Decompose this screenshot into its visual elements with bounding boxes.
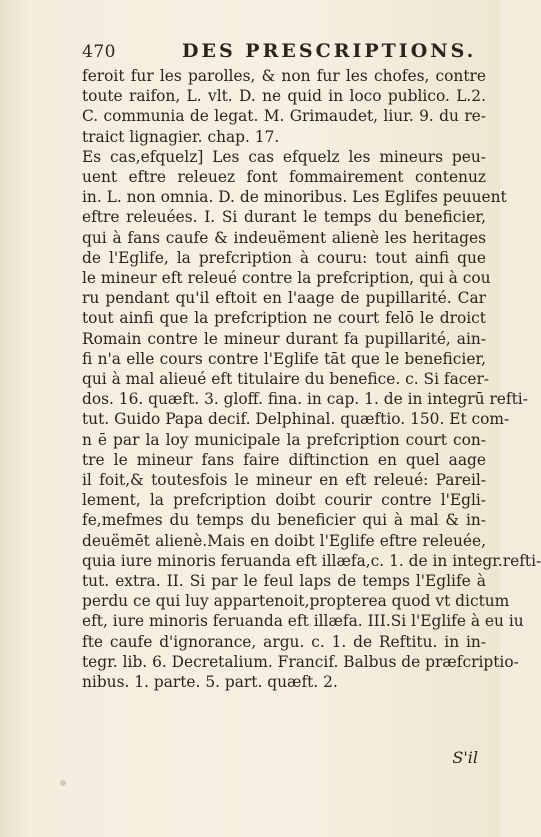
text-line: Es cas,efquelz] Les cas efquelz les mineurs peu- <box>82 147 486 166</box>
text-line: C. communia de legat. M. Grimaudet, liur. 9. du re- <box>82 107 486 126</box>
text-line: feroit fur les parolles, & non fur les chofes, contre <box>82 67 486 85</box>
catchword: S'il <box>452 748 478 767</box>
page-header <box>82 40 482 64</box>
text-line: nibus. 1. parte. 5. part. quæft. 2. <box>82 673 338 692</box>
text-line: tut. Guido Papa decif. Delphinal. quæftio. 150. Et com- <box>82 410 510 429</box>
text-line: eftre releuées. I. Si durant le temps du beneficier, <box>82 208 486 227</box>
text-line: lement, la prefcription doibt courir contre l'Egli- <box>82 491 486 510</box>
text-line: deuëmēt alienè.Mais en doibt l'Eglife eftre releuée, <box>82 531 486 550</box>
paper-speck <box>60 780 66 786</box>
running-title: DES PRESCRIPTIONS. <box>182 40 477 62</box>
text-line: toute raifon, L. vlt. D. ne quid in loco publico. L.2. <box>82 87 486 106</box>
text-line: fte caufe d'ignorance, argu. c. 1. de Reftitu. in in- <box>82 632 486 651</box>
text-line: dos. 16. quæft. 3. gloff. fina. in cap. 1. de in integrū refti- <box>82 390 528 409</box>
text-line: tre le mineur fans faire diftinction en quel aage <box>82 450 486 469</box>
text-line: ru pendant qu'il eftoit en l'aage de pupillarité. Car <box>82 289 486 308</box>
text-line: fe,mefmes du temps du beneficier qui à mal & in- <box>82 511 486 530</box>
text-line: in. L. non omnia. D. de minoribus. Les Eglifes peuuent <box>82 188 507 207</box>
text-line: Romain contre le mineur durant fa pupillarité, ain- <box>82 329 486 348</box>
text-line: le mineur eft releué contre la prefcription, qui à cou <box>82 269 491 288</box>
text-line: tut. extra. II. Si par le feul laps de temps l'Eglife à <box>82 572 486 591</box>
text-line: il foit,& toutesfois le mineur en eft releué: Pareil- <box>82 471 486 490</box>
text-line: qui à mal alieué eft titulaire du benefice. c. Si facer- <box>82 370 490 389</box>
text-line: fi n'a elle cours contre l'Eglife tāt que le beneficier, <box>82 349 486 368</box>
body-text <box>82 66 541 692</box>
text-line: tegr. lib. 6. Decretalium. Francif. Balbus de præfcriptio- <box>82 652 519 671</box>
text-line: de l'Eglife, la prefcription à couru: tout ainfi que <box>82 248 486 267</box>
text-line: uent eftre releuez font fommairement contenuz <box>82 168 486 187</box>
text-line: perdu ce qui luy appartenoit,propterea quod vt dictum <box>82 592 510 611</box>
text-line: qui à fans caufe & indeuëment alienè les heritages <box>82 228 486 247</box>
text-line: n ē par la loy municipale la prefcription court con- <box>82 430 486 449</box>
text-line: quia iure minoris feruanda eft illæfa,c. 1. de in integr.refti- <box>82 551 541 570</box>
text-line: traict lignagier. chap. 17. <box>82 127 280 146</box>
page-number: 470 <box>82 42 116 62</box>
text-line: tout ainfi que la prefcription ne court felō le droict <box>82 309 486 328</box>
text-line: eft, iure minoris feruanda eft illæfa. III.Si l'Eglife à eu iu <box>82 612 524 631</box>
